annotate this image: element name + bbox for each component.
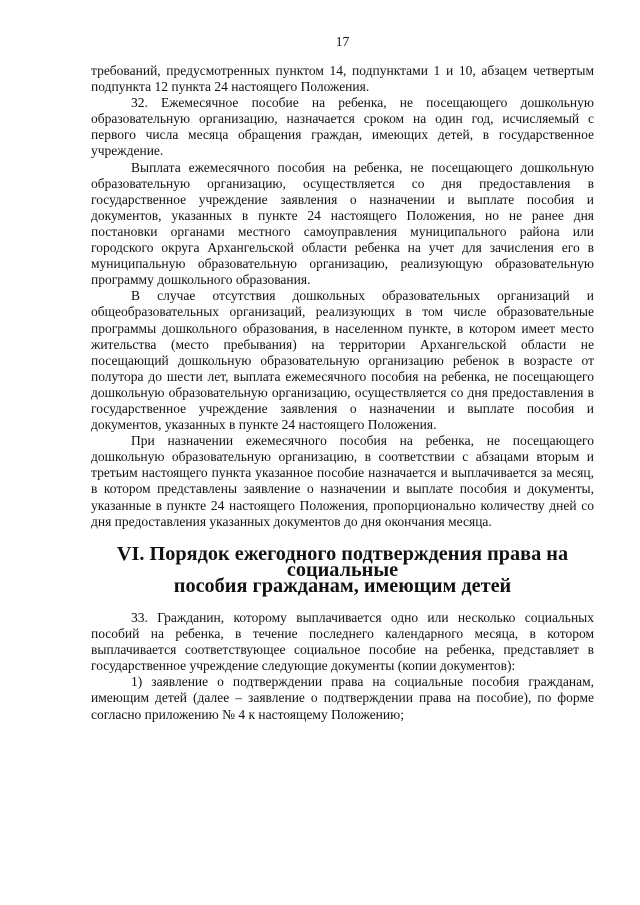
paragraph-payment-start: Выплата ежемесячного пособия на ребенка, не посещающего дошкольную образовательную организацию, осуществляется со дня предоставления в государственное учреждение заявления о назначении и выплате пособия и документов, указанных в пункте 24 настоящего Положения, но не ранее дня постановки органами местного самоуправления муниципального района или городского округа Архангельской области ребенка на учет для зачисления его в муниципальную образовательную организацию, реализующую образовательную программу дошкольного образования. — [91, 159, 594, 288]
paragraph-no-preschool-case: В случае отсутствия дошкольных образовательных организаций и общеобразовательных организаций, реализующих в том числе образовательные программы дошкольного образования, в населенном пункте, в котором имеет место жительства (место пребывания) на территории Архангельской области не посещающий дошкольную образовательную организацию ребенок в возрасте от полутора до шести лет, выплата ежемесячного пособия на ребенка, не посещающего дошкольную образовательную организацию, осуществляется со дня предоставления в государственное учреждение заявления о назначении и выплате пособия и документов, указанных в пункте 24 настоящего Положения. — [91, 288, 594, 433]
page-number: 17 — [335, 34, 350, 49]
paragraph-item-33: 33. Гражданин, которому выплачивается одно или несколько социальных пособий на ребенка, в течение последнего календарного месяца, в котором выплачивается соответствующее социальное пособие на ребенка, представляет в государственное учреждение следующие документы (копии документов): — [91, 610, 594, 674]
section-heading-line-1: VI. Порядок ежегодного подтверждения права на социальные — [116, 542, 569, 581]
document-page — [91, 34, 594, 723]
paragraph-proportional-payment: При назначении ежемесячного пособия на ребенка, не посещающего дошкольную образовательную организацию, в соответствии с абзацами вторым и третьим настоящего пункта указанное пособие назначается и выплачивается за месяц, в котором представлены заявление о назначении и выплате пособия и документы, указанные в пункте 24 настоящего Положения, пропорционально количеству дней со дня предоставления указанных документов до дня окончания месяца. — [91, 433, 594, 529]
paragraph-item-32: 32. Ежемесячное пособие на ребенка, не посещающего дошкольную образовательную организацию, назначается сроком на один год, исчисляемый с первого числа месяца обращения граждан, имеющих детей, в государственное учреждение. — [91, 95, 594, 159]
paragraph-continuation: требований, предусмотренных пунктом 14, подпунктами 1 и 10, абзацем четвертым подпункта 12 пункта 24 настоящего Положения. — [91, 63, 594, 95]
section-heading — [91, 542, 594, 597]
paragraph-subitem-1: 1) заявление о подтверждении права на социальные пособия гражданам, имеющим детей (далее – заявление о подтверждении права на пособие), по форме согласно приложению № 4 к настоящему Положению; — [91, 674, 594, 722]
section-heading-line-2: пособия гражданам, имеющим детей — [173, 574, 512, 597]
